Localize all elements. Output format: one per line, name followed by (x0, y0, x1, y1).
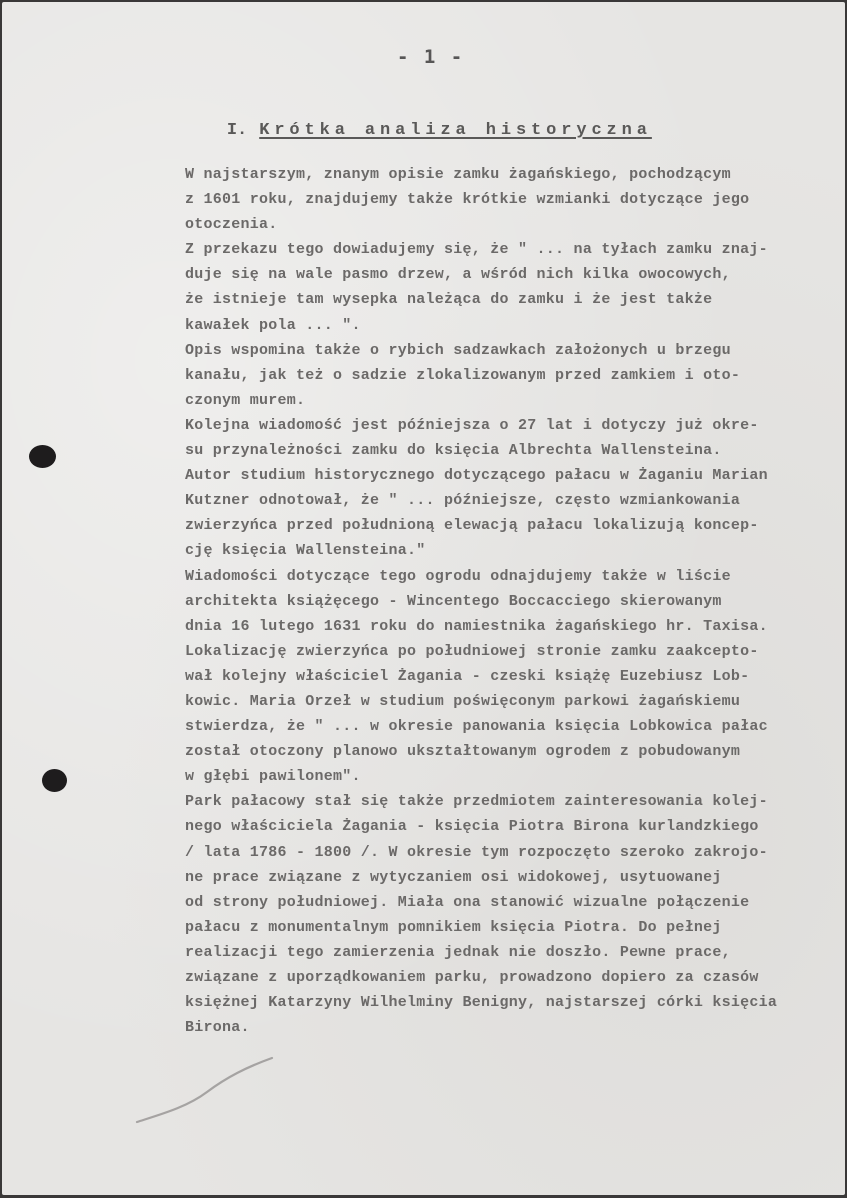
text-line: Opis wspomina także o rybich sadzawkach założonych u brzegu (185, 341, 731, 359)
text-line: otoczenia. (185, 216, 278, 234)
text-line: cję księcia Wallensteina." (185, 542, 426, 560)
text-line: kanału, jak też o sadzie zlokalizowanym przed zamkiem i oto- (185, 366, 741, 384)
text-line: W najstarszym, znanym opisie zamku żagańskiego, pochodzącym (185, 166, 731, 183)
text-line: został otoczony planowo ukształtowanym ogrodem z pobudowanym (185, 743, 741, 761)
text-line: Kolejna wiadomość jest późniejsza o 27 lat i dotyczy już okre- (185, 416, 759, 434)
section-number: I. (226, 121, 248, 140)
text-line: Autor studium historycznego dotyczącego pałacu w Żaganiu Marian (185, 467, 768, 485)
text-line: związane z uporządkowaniem parku, prowadzono dopiero za czasów (185, 969, 759, 986)
text-line: z 1601 roku, znajdujemy także krótkie wzmianki dotyczące jego (185, 191, 750, 209)
text-line: Kutzner odnotował, że " ... późniejsze, często wzmiankowania (185, 492, 741, 510)
text-line: Park pałacowy stał się także przedmiotem zainteresowania kolej- (185, 793, 768, 811)
text-line: od strony południowej. Miała ona stanowić wizualne połączenie (185, 893, 750, 911)
text-line: architekta książęcego - Wincentego Boccacciego skierowanym (185, 592, 722, 610)
page-number: - 1 - (397, 46, 465, 68)
text-line: czonym murem. (185, 391, 306, 409)
document-page (2, 2, 845, 1195)
text-line: Wiadomości dotyczące tego ogrodu odnajdujemy także w liście (185, 567, 731, 585)
text-line: kowic. Maria Orzeł w studium poświęconym parkowi żagańskiemu (185, 692, 741, 710)
text-line: że istnieje tam wysepka należąca do zamku i że jest także (185, 291, 713, 309)
text-line: zwierzyńca przed południoną elewacją pałacu lokalizują koncep- (185, 517, 759, 535)
text-line: wał kolejny właściciel Żagania - czeski książę Euzebiusz Lob- (185, 667, 750, 685)
text-line: kawałek pola ... ". (185, 316, 361, 334)
punch-hole-icon (29, 445, 56, 468)
text-line: / lata 1786 - 1800 /. W okresie tym rozpoczęto szeroko zakrojo- (185, 843, 768, 861)
text-line: Birona. (185, 1019, 250, 1037)
section-heading (186, 102, 652, 159)
text-line: nego właściciela Żagania - księcia Piotra Birona kurlandzkiego (185, 818, 759, 836)
text-line: duje się na wale pasmo drzew, a wśród nich kilka owocowych, (185, 266, 731, 284)
text-line: księżnej Katarzyny Wilhelminy Benigny, najstarszej córki księcia (185, 994, 778, 1012)
body-text (185, 162, 845, 1040)
text-line: w głębi pawilonem". (185, 768, 361, 786)
section-title: Krótka analiza historyczna (259, 121, 652, 140)
text-line: pałacu z monumentalnym pomnikiem księcia Piotra. Do pełnej (185, 918, 722, 936)
text-line: Lokalizację zwierzyńca po południowej stronie zamku zaakcepto- (185, 642, 759, 660)
text-line: Z przekazu tego dowiadujemy się, że " ... na tyłach zamku znaj- (185, 241, 768, 259)
text-line: realizacji tego zamierzenia jednak nie doszło. Pewne prace, (185, 943, 731, 961)
text-line: stwierdza, że " ... w okresie panowania księcia Lobkowica pałac (185, 718, 768, 736)
pencil-stroke-icon (132, 1052, 282, 1127)
punch-hole-icon (42, 769, 67, 792)
text-line: su przynależności zamku do księcia Albrechta Wallensteina. (185, 442, 722, 460)
text-line: dnia 16 lutego 1631 roku do namiestnika żagańskiego hr. Taxisa. (185, 617, 768, 635)
text-line: ne prace związane z wytyczaniem osi widokowej, usytuowanej (185, 868, 722, 886)
